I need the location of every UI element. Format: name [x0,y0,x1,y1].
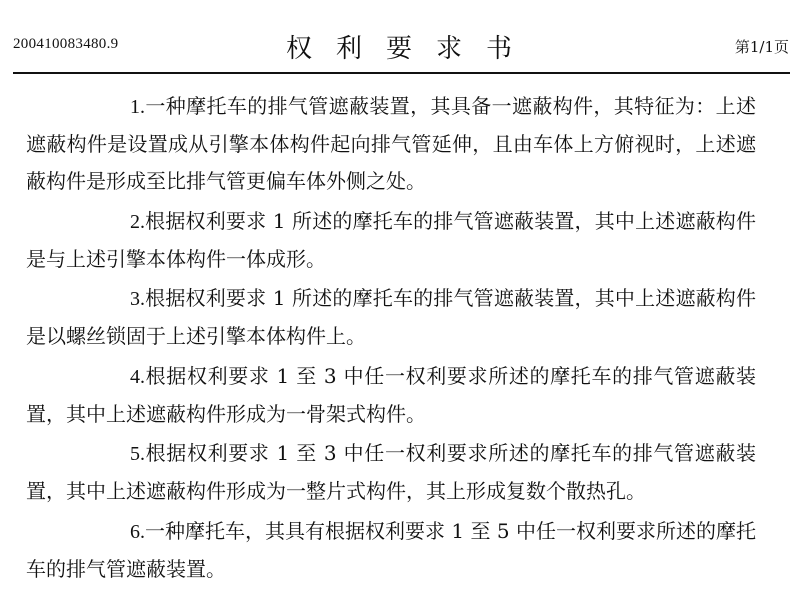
claim-text: 一种摩托车，其具有根据权利要求 1 至 5 中任一权利要求所述的摩托车的排气管遮蔽装置。 [26,518,756,581]
page-header [0,0,800,76]
claim-number: 6. [130,520,145,543]
claim-item [26,513,756,588]
claim-item [26,280,756,355]
claim-text: 根据权利要求 1 至 3 中任一权利要求所述的摩托车的排气管遮蔽装置，其中上述遮蔽构件形成为一整片式构件，其上形成复数个散热孔。 [26,441,756,503]
document-title: 权利要求书 [286,34,537,64]
claim-text: 一种摩托车的排气管遮蔽装置，其具备一遮蔽构件，其特征为：上述遮蔽构件是设置成从引擎本体构件起向排气管延伸，且由车体上方俯视时，上述遮蔽构件是形成至比排气管更偏车体外侧之处。 [26,94,756,193]
claim-number: 2. [130,210,145,233]
claim-text: 根据权利要求 1 所述的摩托车的排气管遮蔽装置，其中上述遮蔽构件是以螺丝锁固于上述引擎本体构件上。 [26,286,756,348]
claim-item [26,88,756,200]
claim-number: 5. [130,443,145,465]
claim-number: 3. [130,288,145,310]
claim-text: 根据权利要求 1 至 3 中任一权利要求所述的摩托车的排气管遮蔽装置，其中上述遮蔽构件形成为一骨架式构件。 [26,363,756,426]
claim-text: 根据权利要求 1 所述的摩托车的排气管遮蔽装置，其中上述遮蔽构件是与上述引擎本体构件一体成形。 [26,208,756,271]
claim-item [26,358,756,433]
claims-list [26,88,756,590]
claim-number: 4. [130,365,145,388]
application-number: 200410083480.9 [13,36,119,52]
claim-number: 1. [130,96,145,118]
header-divider [13,72,790,74]
page-number: 第1/1页 [734,38,789,56]
claim-item [26,203,756,278]
claim-item [26,435,756,510]
